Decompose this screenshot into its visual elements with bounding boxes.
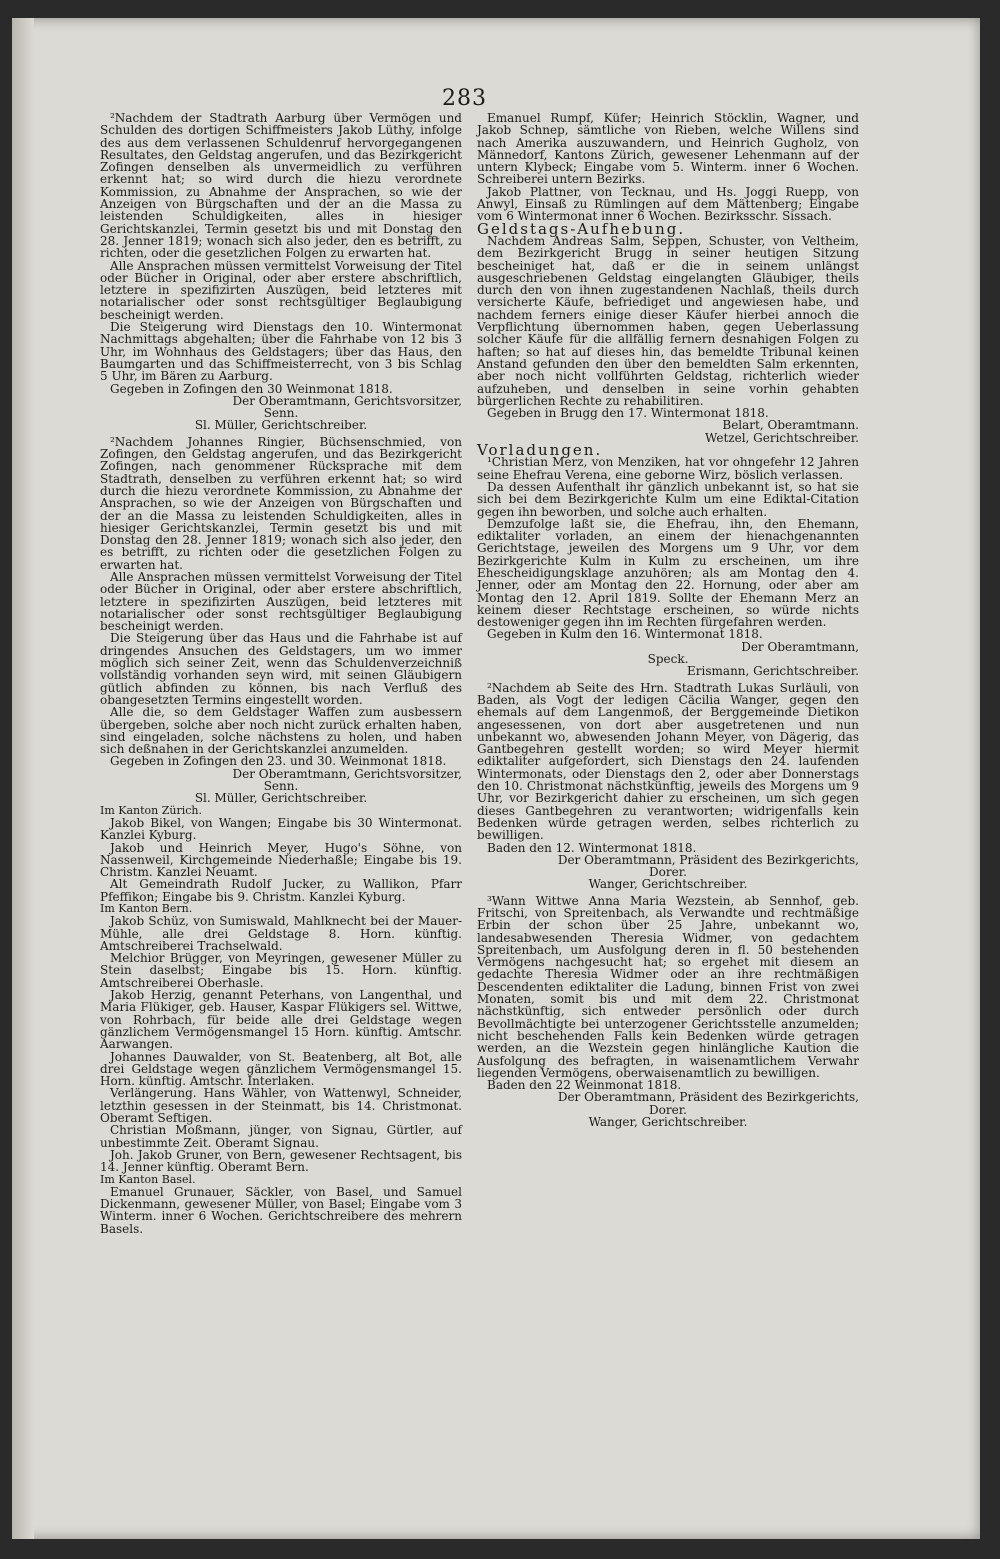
- list-entry: Jakob und Heinrich Meyer, Hugo's Söhne, von Nassenweil, Kirchgemeinde Niederhaßle; Eingabe bis 19. Christm. Kanzlei Neuamt.: [100, 840, 462, 880]
- list-entry: Joh. Jakob Gruner, von Bern, gewesener Rechtsagent, bis 14. Jenner künftig. Oberamt Bern.: [100, 1147, 462, 1175]
- notice-date: Gegeben in Kulm den 16. Wintermonat 1818.: [487, 627, 763, 642]
- page-binding-shadow: [12, 18, 34, 1539]
- list-entry: Jakob Herzig, genannt Peterhans, von Langenthal, und Maria Flükiger, geb. Hauser, Kaspar Flükigers sel. Wittwe, von Rohrbach, für beide alle drei Geldstage wegen gänzlichem Vermögensmangel 15 Horn. künftig. Amtschr. Aarwangen.: [100, 988, 462, 1052]
- signature-line: Senn.: [263, 779, 299, 794]
- signature-line: Belart, Oberamtmann.: [722, 418, 859, 433]
- signature-line: Wanger, Gerichtschreiber.: [588, 877, 748, 892]
- notice-paragraph: Alle die, so dem Geldstager Waffen zum ausbessern übergeben, solche aber noch nicht zurück erhalten haben, sind eingeladen, solche nächstens zu holen, und haben sich deßnahen in der Gerichtskanzlei anzumelden.: [100, 705, 462, 757]
- signature-line: Der Oberamtmann,: [741, 639, 859, 654]
- section-heading: Vorladungen.: [477, 441, 603, 460]
- signature-line: Wetzel, Gerichtschreiber.: [704, 430, 859, 445]
- notice-paragraph: Nachdem Andreas Salm, Seppen, Schuster, von Veltheim, dem Bezirkgericht Brugg in seiner heutigen Sitzung bescheiniget hat, daß er die in seinem unlängst ausgeschriebenen Geldstag eingelangten Gläubiger, theils durch den von ihnen zugestandenen Nachlaß, theils durch versicherte Käufe, befriediget und angewiesen habe, und nachdem ferners einige dieser Käufer hierbei annoch die Verpflichtung übernommen haben, gegen Ueberlassung solcher Käufe für die allfällig fernern desnahigen Folgen zu haften; so hat auf dieses hin, das bemeldte Tribunal keinen Anstand gefunden den über den bemeldten Salm erkennten, aber noch nicht vollführten Geldstag, richterlich wieder aufzuheben, und denselben in seine vorhin gehabten bürgerlichen Rechte zu rehabilitiren.: [477, 233, 859, 408]
- list-entry: Melchior Brügger, von Meyringen, gewesener Müller zu Stein daselbst; Eingabe bis 15. Horn. künftig. Amtschreiberei Oberhasle.: [100, 951, 462, 990]
- signature-line: Dorer.: [649, 865, 687, 880]
- right-column: [477, 112, 859, 1128]
- list-entry: Verlängerung. Hans Wähler, von Wattenwyl, Schneider, letzthin gesessen in der Steinmatt, bis 14. Christmonat. Oberamt Seftigen.: [100, 1086, 462, 1126]
- list-entry: Jakob Bikel, von Wangen; Eingabe bis 30 Wintermonat. Kanzlei Kyburg.: [100, 815, 462, 843]
- signature-line: Wanger, Gerichtschreiber.: [588, 1115, 748, 1130]
- notice-date: Gegeben in Zofingen den 23. und 30. Weinmonat 1818.: [110, 754, 447, 769]
- signature-line: Erismann, Gerichtschreiber.: [687, 664, 859, 679]
- list-entry: Alt Gemeindrath Rudolf Jucker, zu Wallikon, Pfarr Pfeffikon; Eingabe bis 9. Christm. Kanzlei Kyburg.: [100, 877, 462, 904]
- notice-paragraph: ²Nachdem der Stadtrath Aarburg über Vermögen und Schulden des dortigen Schiffmeisters Jakob Lüthy, infolge des aus dem verlassenen Schuldenruf hervorgegangenen Resultates, den Geldstag angerufen, und das Bezirkgericht Zofingen denselben als unvermeidlich zu verführen erkennt hat; so wird durch die hiezu verordnete Kommission, zu Abnahme der Ansprachen, so wie der Anzeigen von Bürgschaften und der an die Massa zu leistenden Schuldigkeiten, alles in hiesiger Gerichtskanzlei, Termin gesetzt bis und mit Donstag den 28. Jenner 1819; wonach sich also jeder, den es betrifft, zu richten, oder die gesetzlichen Folgen zu erwarten hat.: [100, 111, 462, 261]
- left-column: [100, 112, 462, 1235]
- notice-date: Gegeben in Brugg den 17. Wintermonat 1818.: [487, 406, 769, 421]
- notice-paragraph: Alle Ansprachen müssen vermittelst Vorweisung der Titel oder Bücher in Original, oder aber erstere abschriftlich, letztere in spezifizirten Auszügen, beid letzteres mit notarialischer oder sonst rechtsgültiger Beglaubigung bescheinigt werden.: [100, 569, 462, 634]
- notice-paragraph: Die Steigerung über das Haus und die Fahrhabe ist auf dringendes Ansuchen des Geldstagers, um wo immer möglich sich seiner Zeit, wenn das Schuldenverzeichniß vollständig vorhanden seyn wird, mit seinen Gläubigern gütlich abfinden zu können, bis nach Verfluß des obangesetzten Termins eingestellt worden.: [100, 631, 462, 707]
- notice-paragraph: ²Nachdem ab Seite des Hrn. Stadtrath Lukas Surläuli, von Baden, als Vogt der ledigen Cäcilia Wanger, gegen den ehemals auf dem Langenmoß, der Berggemeinde Dietikon angesessenen, von dort aber ausgetretenen und nun unbekannt wo, abwesenden Johann Meyer, von Dägerig, das Gantbegehren gestellt worden; so wird Meyer hiermit ediktaliter aufgefordert, sich Dienstags den 24. laufenden Wintermonats, oder Dienstags den 2, oder aber Donnerstags den 10. Christmonat nächstkünftig, jeweils des Morgens um 9 Uhr, vor Bezirkgericht dahier zu erscheinen, um sich gegen dieses Gantbegehren zu verantworten; widrigenfalls kein Bedenken würde getragen werden, selbes richterlich zu bewilligen.: [477, 680, 859, 843]
- canton-heading: Im Kanton Bern.: [100, 902, 193, 915]
- signature-line: Der Oberamtmann, Präsident des Bezirkgerichts,: [557, 1090, 859, 1105]
- signature-line: Sl. Müller, Gerichtschreiber.: [194, 791, 368, 806]
- section-heading: Geldstags-Aufhebung.: [477, 219, 686, 238]
- signature-line: Speck.: [647, 652, 689, 667]
- list-entry: Jakob Schüz, von Sumiswald, Mahlknecht bei der Mauer-Mühle, alle drei Geldstage 8. Horn. künftig. Amtschreiberei Trachselwald.: [100, 914, 462, 953]
- notice-paragraph: Die Steigerung wird Dienstags den 10. Wintermonat Nachmittags abgehalten; über die Fahrhabe von 12 bis 3 Uhr, im Wohnhaus des Geldstagers; über das Haus, den Baumgarten und das Schiffmeisterrecht, von 3 bis Schlag 5 Uhr, im Bären zu Aarburg.: [100, 320, 462, 384]
- signature-line: Der Oberamtmann, Gerichtsvorsitzer,: [232, 393, 462, 408]
- list-entry: Johannes Dauwalder, von St. Beatenberg, alt Bot, alle drei Geldstage wegen gänzlichem Vermögensmangel 15. Horn. künftig. Amtschr. Interlaken.: [100, 1049, 462, 1089]
- signature-line: Der Oberamtmann, Präsident des Bezirkgerichts,: [557, 852, 859, 867]
- notice-paragraph: Alle Ansprachen müssen vermittelst Vorweisung der Titel oder Bücher in Original, oder aber erstere abschriftlich, letztere in spezifizirten Auszügen, beid letzteres mit notarialischer oder sonst rechtsgültiger Beglaubigung bescheinigt werden.: [100, 258, 462, 322]
- list-entry: Emanuel Rumpf, Küfer; Heinrich Stöcklin, Wagner, und Jakob Schnep, sämtliche von Rieben, welche Willens sind nach Amerika auszuwandern, und Heinrich Gugholz, von Männedorf, Kantons Zürich, gewesener Lehenmann auf der untern Klybeck; Eingabe vom 5. Winterm. inner 6 Wochen. Schreiberei untern Bezirks.: [477, 111, 859, 187]
- list-entry: Emanuel Grunauer, Säckler, von Basel, und Samuel Dickenmann, gewesener Müller, von Basel; Eingabe vom 3 Winterm. inner 6 Wochen. Gerichtschreibere des mehrern Basels.: [100, 1184, 462, 1236]
- notice-paragraph: Demzufolge laßt sie, die Ehefrau, ihn, den Ehemann, ediktaliter vorladen, an einem der hienachgenannten Gerichtstage, jeweilen des Morgens um 9 Uhr, vor dem Bezirkgerichte Kulm in Kulm zu erscheinen, um ihre Ehescheidigungsklage anzuhören; als am Montag den 4. Jenner, oder am Montag den 22. Hornung, oder aber am Montag den 12. April 1819. Sollte der Ehemann Merz an keinem dieser Rechtstage erscheinen, so würde nichts destoweniger gegen ihn im Rechten fürgefahren werden.: [477, 516, 859, 630]
- notice-paragraph: ¹Christian Merz, von Menziken, hat vor ohngefehr 12 Jahren seine Ehefrau Verena, eine geborne Wirz, böslich verlassen.: [477, 455, 859, 482]
- signature-line: Dorer.: [649, 1102, 687, 1117]
- list-entry: Christian Moßmann, jünger, von Signau, Gürtler, auf unbestimmte Zeit. Oberamt Signau.: [100, 1123, 462, 1150]
- notice-paragraph: ²Nachdem Johannes Ringier, Büchsenschmied, von Zofingen, den Geldstag angerufen, und das Bezirkgericht Zofingen, nach genommener Rücksprache mit dem Stadtrath, denselben zu verführen erkennt hat; so wird durch die hiezu verordnete Kommission, zu Abnahme der Ansprachen, so wie der Anzeigen von Bürgschaften und der an die Massa zu leistenden Schuldigkeiten, alles in hiesiger Gerichtskanzlei, Termin gesetzt bis und mit Donstag den 28. Jenner 1819; wonach sich also jeder, den es betrifft, zu richten oder die gesetzlichen Folgen zu erwarten hat.: [100, 434, 462, 572]
- list-entry: Jakob Plattner, von Tecknau, und Hs. Joggi Ruepp, von Anwyl, Einsaß zu Rümlingen auf dem Mättenberg; Eingabe vom 6 Wintermonat inner 6 Wochen. Bezirksschr. Sissach.: [477, 184, 859, 224]
- signature-line: Der Oberamtmann, Gerichtsvorsitzer,: [232, 766, 462, 781]
- canton-heading: Im Kanton Basel.: [100, 1172, 196, 1186]
- notice-date: Baden den 12. Wintermonat 1818.: [487, 840, 697, 855]
- notice-date: Gegeben in Zofingen den 30 Weinmonat 1818.: [110, 381, 393, 396]
- notice-date: Baden den 22 Weinmonat 1818.: [487, 1078, 682, 1093]
- signature-line: Sl. Müller, Gerichtschreiber.: [194, 418, 368, 433]
- page-number: 283: [442, 86, 487, 111]
- canton-heading: Im Kanton Zürich.: [100, 803, 203, 817]
- signature-line: Senn.: [263, 406, 299, 421]
- notice-paragraph: Da dessen Aufenthalt ihr gänzlich unbekannt ist, so hat sie sich bei dem Bezirkgerichte Kulm um eine Ediktal-Citation gegen ihn beworben, und solche auch erhalten.: [477, 479, 859, 519]
- notice-paragraph: ³Wann Wittwe Anna Maria Wezstein, ab Sennhof, geb. Fritschi, von Spreitenbach, als Verwandte und rechtmäßige Erbin der schon über 25 Jahre, unbekannt wo, landesabwesenden Theresia Widmer, von gedachtem Spreitenbach, um Ausfolgung deren in fl. 50 bestehenden Vermögens nachgesucht hat; so ergehet mit diesem an gedachte Theresia Widmer oder an ihre rechtmäßigen Descendenten ediktaliter die Ladung, binnen Frist von zwei Monaten, somit bis und mit dem 22. Christmonat nächstkünftig, sich entweder persönlich oder durch Bevollmächtigte bei unterzogener Gerichtsstelle anzumelden; nicht beschehenden Falls kein Bedenken würde getragen werden, an die Wezstein gegen hinlängliche Kaution die Ausfolgung des befragten, in waisenamtlichem Verwahr liegenden Vermögens, oberwaisenamtlich zu bewilligen.: [477, 893, 859, 1080]
